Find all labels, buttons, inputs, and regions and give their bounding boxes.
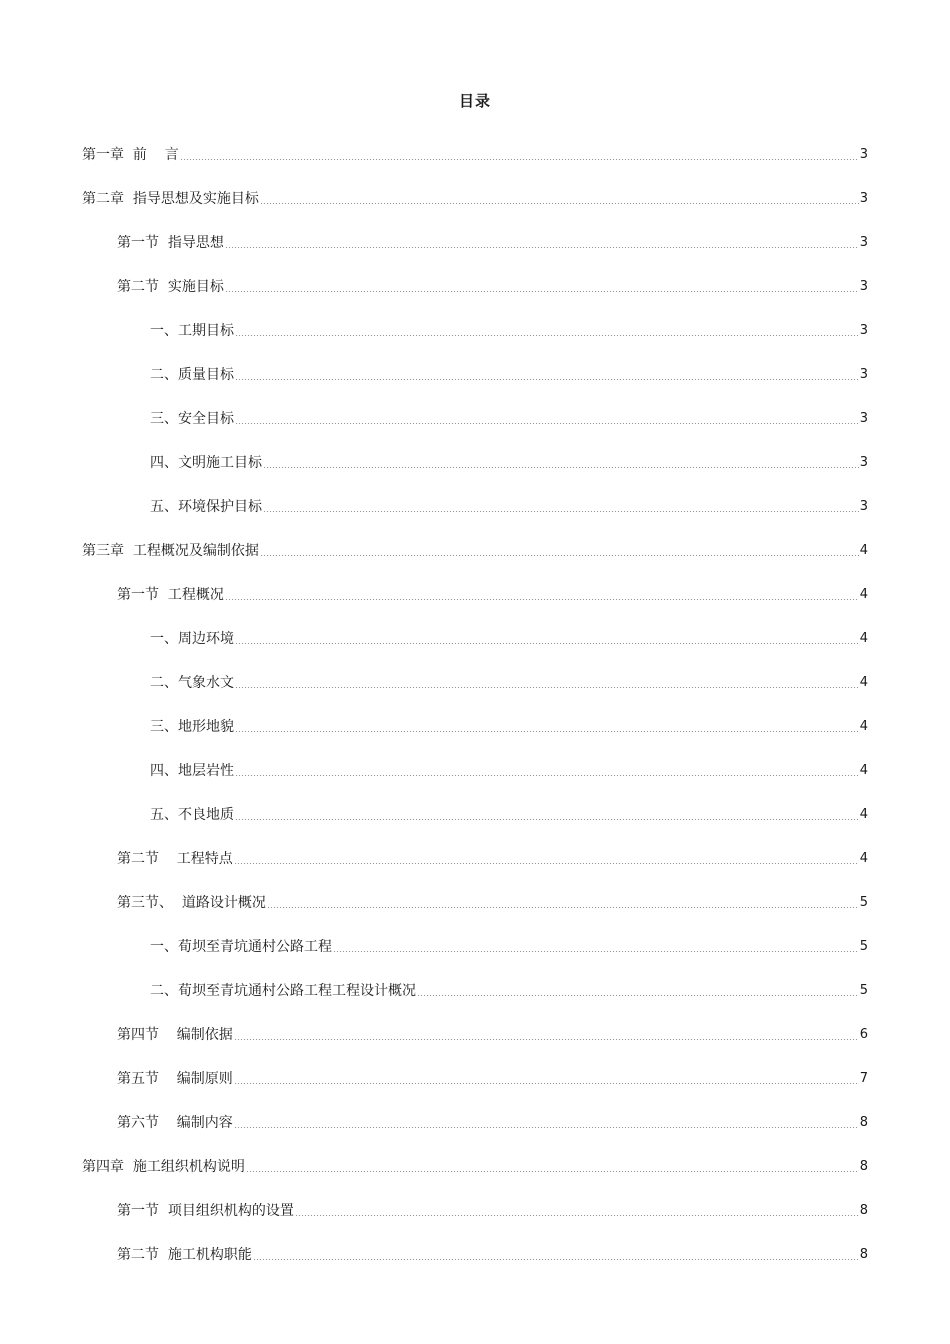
toc-entry[interactable]: [0, 836, 950, 880]
toc-entry[interactable]: [0, 1056, 950, 1100]
toc-entry[interactable]: [0, 968, 950, 1012]
toc-dot-leader: [417, 995, 859, 996]
toc-page-number: 5: [859, 938, 868, 954]
toc-entry[interactable]: [0, 924, 950, 968]
toc-page-number: 3: [859, 278, 868, 294]
toc-dot-leader: [263, 511, 859, 512]
toc-entry-text: 第二节 工程特点: [117, 851, 233, 867]
toc-dot-leader: [235, 423, 859, 424]
toc-entry[interactable]: [0, 484, 950, 528]
toc-entry-text: 第四章 施工组织机构说明: [82, 1159, 245, 1175]
toc-page-number: 4: [859, 630, 868, 646]
toc-entry-text: 三、地形地貌: [150, 719, 234, 735]
toc-entry[interactable]: [0, 396, 950, 440]
toc-dot-leader: [225, 247, 859, 248]
toc-dot-leader: [235, 775, 859, 776]
toc-page-number: 3: [859, 234, 868, 250]
toc-entry[interactable]: [0, 616, 950, 660]
toc-entry-text: 二、气象水文: [150, 675, 234, 691]
toc-page-number: 5: [859, 982, 868, 998]
toc-dot-leader: [295, 1215, 859, 1216]
toc-page-number: 8: [859, 1202, 868, 1218]
toc-page-number: 8: [859, 1246, 868, 1262]
toc-page-number: 4: [859, 806, 868, 822]
toc-page-number: 3: [859, 366, 868, 382]
toc-entry-text: 第二节 施工机构职能: [117, 1247, 252, 1263]
toc-entry-text: 第三节、 道路设计概况: [117, 895, 266, 911]
toc-entry[interactable]: [0, 1232, 950, 1276]
toc-entry[interactable]: [0, 220, 950, 264]
toc-entry-text: 四、文明施工目标: [150, 455, 262, 471]
toc-entry-text: 五、环境保护目标: [150, 499, 262, 515]
toc-entry[interactable]: [0, 1188, 950, 1232]
toc-entry-text: 第五节 编制原则: [117, 1071, 233, 1087]
toc-entry-text: 第一节 工程概况: [117, 587, 224, 603]
toc-entry[interactable]: [0, 176, 950, 220]
toc-dot-leader: [225, 291, 859, 292]
toc-list: [0, 132, 950, 1276]
toc-dot-leader: [263, 467, 859, 468]
toc-dot-leader: [234, 863, 859, 864]
toc-entry[interactable]: [0, 440, 950, 484]
toc-entry-text: 第六节 编制内容: [117, 1115, 233, 1131]
toc-entry[interactable]: [0, 528, 950, 572]
toc-dot-leader: [234, 1039, 859, 1040]
toc-page-number: 3: [859, 190, 868, 206]
toc-entry-text: 四、地层岩性: [150, 763, 234, 779]
toc-dot-leader: [235, 687, 859, 688]
toc-dot-leader: [235, 379, 859, 380]
toc-dot-leader: [333, 951, 859, 952]
toc-page-number: 3: [859, 454, 868, 470]
toc-entry-text: 第二节 实施目标: [117, 279, 224, 295]
toc-dot-leader: [267, 907, 859, 908]
toc-entry-text: 五、不良地质: [150, 807, 234, 823]
toc-entry[interactable]: [0, 748, 950, 792]
toc-page-number: 3: [859, 322, 868, 338]
toc-entry-text: 第二章 指导思想及实施目标: [82, 191, 259, 207]
toc-dot-leader: [235, 643, 859, 644]
toc-page-number: 3: [859, 146, 868, 162]
toc-dot-leader: [235, 819, 859, 820]
toc-dot-leader: [234, 1083, 859, 1084]
toc-title: 目录: [458, 92, 491, 110]
toc-dot-leader: [235, 731, 859, 732]
toc-page-number: 8: [859, 1114, 868, 1130]
toc-entry-text: 第一节 项目组织机构的设置: [117, 1203, 294, 1219]
toc-entry-text: 一、工期目标: [150, 323, 234, 339]
toc-entry-text: 第三章 工程概况及编制依据: [82, 543, 259, 559]
toc-dot-leader: [253, 1259, 859, 1260]
toc-page-number: 4: [859, 586, 868, 602]
toc-page-number: 5: [859, 894, 868, 910]
toc-entry[interactable]: [0, 704, 950, 748]
toc-dot-leader: [260, 203, 859, 204]
toc-page-number: 4: [859, 762, 868, 778]
toc-page-number: 3: [859, 498, 868, 514]
toc-entry[interactable]: [0, 264, 950, 308]
toc-page-number: 6: [859, 1026, 868, 1042]
toc-dot-leader: [234, 1127, 859, 1128]
toc-dot-leader: [260, 555, 859, 556]
toc-entry-text: 二、质量目标: [150, 367, 234, 383]
toc-entry[interactable]: [0, 572, 950, 616]
toc-entry[interactable]: [0, 1012, 950, 1056]
toc-dot-leader: [225, 599, 859, 600]
toc-page-number: 7: [859, 1070, 868, 1086]
toc-entry[interactable]: [0, 880, 950, 924]
toc-entry[interactable]: [0, 352, 950, 396]
toc-entry-text: 一、荀坝至青坑通村公路工程: [150, 939, 332, 955]
toc-dot-leader: [180, 159, 859, 160]
toc-entry[interactable]: [0, 308, 950, 352]
toc-page-number: 4: [859, 542, 868, 558]
toc-entry-text: 三、安全目标: [150, 411, 234, 427]
toc-page-number: 4: [859, 850, 868, 866]
toc-entry-text: 第一章 前 言: [82, 147, 179, 163]
toc-entry-text: 一、周边环境: [150, 631, 234, 647]
toc-entry-text: 第四节 编制依据: [117, 1027, 233, 1043]
toc-page-number: 8: [859, 1158, 868, 1174]
toc-entry[interactable]: [0, 792, 950, 836]
toc-page-number: 4: [859, 718, 868, 734]
toc-dot-leader: [246, 1171, 859, 1172]
toc-page-number: 4: [859, 674, 868, 690]
toc-entry[interactable]: [0, 1100, 950, 1144]
toc-entry-text: 二、荀坝至青坑通村公路工程工程设计概况: [150, 983, 416, 999]
toc-entry-text: 第一节 指导思想: [117, 235, 224, 251]
toc-entry[interactable]: [0, 1144, 950, 1188]
toc-entry[interactable]: [0, 660, 950, 704]
toc-dot-leader: [235, 335, 859, 336]
toc-page-number: 3: [859, 410, 868, 426]
toc-entry[interactable]: [0, 132, 950, 176]
